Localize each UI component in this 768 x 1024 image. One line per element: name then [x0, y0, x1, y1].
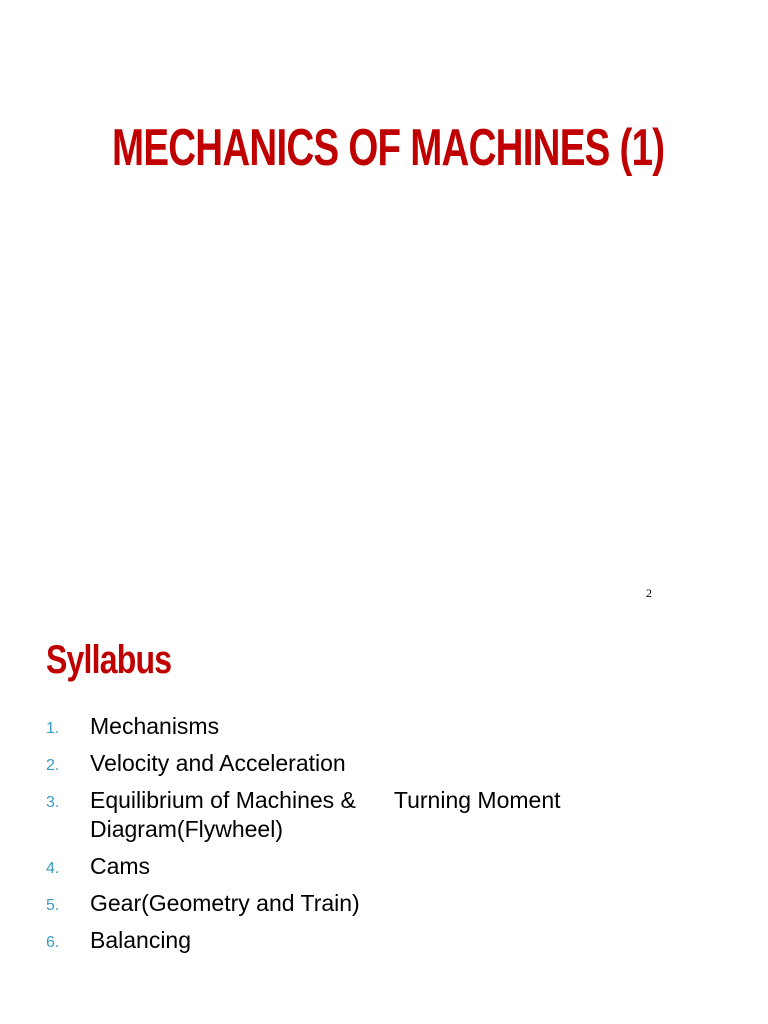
syllabus-list: [46, 712, 746, 963]
item-number: 5.: [46, 897, 60, 914]
list-item: [46, 749, 746, 778]
item-number: 4.: [46, 860, 60, 877]
list-item: [46, 889, 746, 918]
list-item: [46, 852, 746, 881]
item-text-line-2: Diagram(Flywheel): [90, 816, 283, 842]
item-number: 2.: [46, 757, 60, 774]
item-text-continued: Turning Moment: [393, 787, 561, 813]
item-text-line-1: [90, 786, 746, 815]
list-item: [46, 712, 746, 741]
item-number: 1.: [46, 720, 60, 737]
slide-syllabus: [0, 612, 768, 1024]
item-text: Mechanisms: [90, 713, 220, 739]
list-item: [46, 926, 746, 955]
item-text: Gear(Geometry and Train): [90, 890, 360, 916]
item-text: Equilibrium of Machines &: [90, 787, 356, 813]
page-number: 2: [646, 586, 652, 600]
item-number: 6.: [46, 934, 60, 951]
item-text: Velocity and Acceleration: [90, 750, 346, 776]
item-number: 3.: [46, 794, 60, 811]
list-item: [46, 786, 746, 844]
item-text: Cams: [90, 853, 151, 879]
main-title: MECHANICS OF MACHINES (1): [112, 119, 665, 177]
syllabus-title: Syllabus: [46, 638, 172, 682]
item-text: Balancing: [90, 927, 192, 953]
